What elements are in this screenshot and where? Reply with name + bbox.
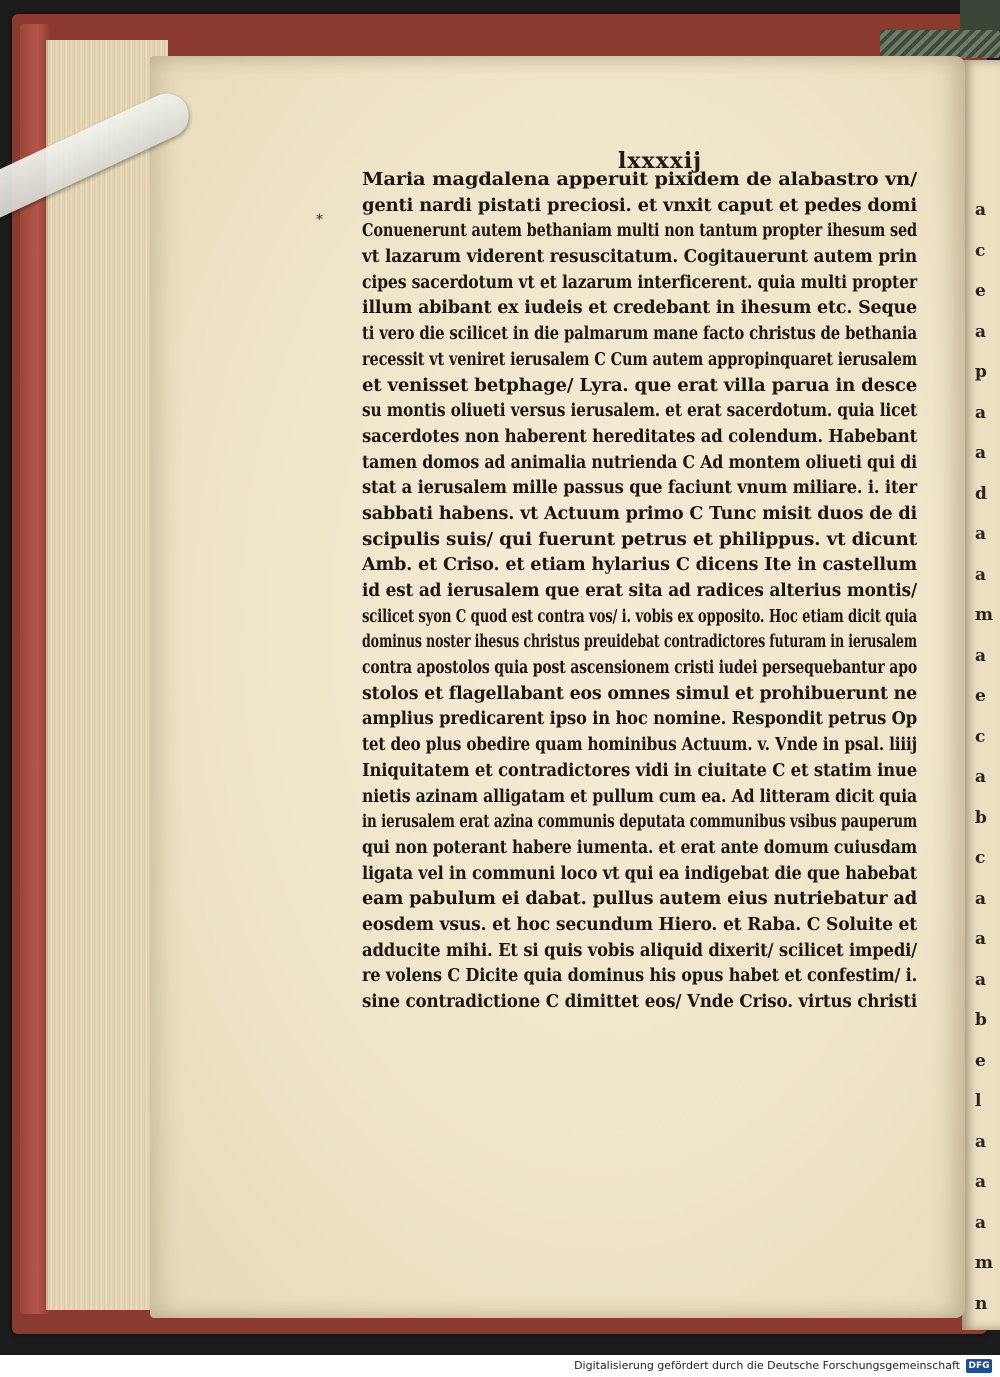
text-line: su montis oliueti versus ierusalem. et erat sacerdotum. quia licet [362, 401, 917, 422]
text-line: Maria magdalena apperuit pixidem de alabastro vn/ [362, 170, 917, 190]
cover-corner [960, 0, 1000, 30]
facing-letter: a [975, 564, 987, 585]
text-line: genti nardi pistati preciosi. et vnxit caput et pedes domi [362, 195, 917, 216]
facing-letter: a [975, 1212, 987, 1233]
text-line: eosdem vsus. et hoc secundum Hiero. et Raba. C Soluite et [362, 914, 917, 935]
text-line: ti vero die scilicet in die palmarum mane facto christus de bethania [362, 324, 917, 345]
facing-letter: p [975, 362, 987, 382]
facing-letter: e [975, 1050, 986, 1071]
facing-page-letters [975, 190, 1000, 1324]
folio-number: lxxxxij [618, 148, 703, 174]
facing-letter: m [975, 605, 993, 625]
text-line: amplius predicarent ipso in hoc nomine. Respondit petrus Op [362, 709, 917, 730]
text-line: qui non poterant habere iumenta. et erat ante domum cuiusdam [362, 837, 917, 858]
facing-letter: d [975, 483, 987, 504]
facing-letter: c [975, 848, 986, 868]
text-line: sacerdotes non haberent hereditates ad colendum. Habebant [362, 426, 917, 447]
facing-letter: a [975, 969, 987, 990]
text-line: cipes sacerdotum vt et lazarum interficerent. quia multi propter [362, 272, 917, 293]
margin-mark: * [316, 212, 323, 228]
facing-letter: a [975, 402, 987, 423]
facing-letter: a [975, 200, 987, 220]
facing-letter: a [975, 1131, 987, 1152]
dfg-logo: DFG [966, 1359, 992, 1373]
facing-letter: a [975, 645, 987, 666]
text-line: et venisset betphage/ Lyra. que erat villa parua in desce [362, 375, 917, 396]
facing-letter: e [975, 686, 986, 706]
footer-text: Digitalisierung gefördert durch die Deutsche Forschungsgemeinschaft [574, 1359, 960, 1372]
text-line: dominus noster ihesus christus preuidebat contradictores futuram in ierusalem [362, 632, 917, 653]
text-line: in ierusalem erat azina communis deputata communibus vsibus pauperum [362, 812, 917, 833]
facing-letter: a [975, 929, 987, 949]
facing-letter: l [975, 1091, 982, 1111]
facing-letter: b [975, 807, 987, 828]
facing-letter: a [975, 888, 987, 909]
text-line: adducite mihi. Et si quis vobis aliquid dixerit/ scilicet impedi/ [362, 940, 917, 961]
text-line: stat a ierusalem mille passus que faciunt vnum miliare. i. iter [362, 478, 917, 499]
facing-letter: a [975, 443, 987, 463]
text-line: Conuenerunt autem bethaniam multi non tantum propter ihesum sed [362, 221, 917, 242]
facing-letter: n [975, 1293, 988, 1314]
facing-letter: m [975, 1253, 993, 1273]
text-block [362, 168, 922, 1016]
text-line: tet deo plus obedire quam hominibus Actuum. v. Vnde in psal. liiij [362, 735, 917, 756]
facing-letter: b [975, 1010, 987, 1030]
text-line: illum abibant ex iudeis et credebant in ihesum etc. Seque [362, 298, 917, 319]
text-line: Iniquitatem et contradictores vidi in ciuitate C et statim inue [362, 760, 917, 781]
facing-letter: c [975, 726, 986, 747]
facing-letter: a [975, 524, 987, 544]
text-line: contra apostolos quia post ascensionem cristi iudei persequebantur apo [362, 658, 917, 679]
text-line: stolos et flagellabant eos omnes simul et prohibuerunt ne [362, 683, 917, 704]
text-line: scilicet syon C quod est contra vos/ i. vobis ex opposito. Hoc etiam dicit quia [362, 606, 917, 627]
facing-letter: a [975, 1172, 987, 1192]
text-line: vt lazarum viderent resuscitatum. Cogitauerunt autem prin [362, 247, 917, 268]
text-line: recessit vt veniret ierusalem C Cum autem appropinquaret ierusalem [362, 349, 917, 370]
text-line: nietis azinam alligatam et pullum cum ea. Ad litteram dicit quia [362, 786, 917, 807]
text-line: re volens C Dicite quia dominus his opus habet et confestim/ i. [362, 966, 917, 987]
text-line: sine contradictione C dimittet eos/ Vnde Criso. virtus christi [362, 992, 917, 1012]
text-line: eam pabulum ei dabat. pullus autem eius nutriebatur ad [362, 889, 917, 910]
text-line: sabbati habens. vt Actuum primo C Tunc misit duos de di [362, 503, 917, 524]
text-line: tamen domos ad animalia nutrienda C Ad montem oliueti qui di [362, 452, 917, 473]
facing-letter: a [975, 767, 987, 787]
facing-letter: e [975, 281, 986, 301]
text-line: Amb. et Criso. et etiam hylarius C dicens Ite in castellum [362, 555, 917, 576]
facing-letter: c [975, 240, 986, 261]
text-line: ligata vel in communi loco vt qui ea indigebat die que habebat [362, 863, 917, 884]
text-line: scipulis suis/ qui fuerunt petrus et philippus. vt dicunt [362, 529, 917, 550]
text-line: id est ad ierusalem que erat sita ad radices alterius montis/ [362, 581, 917, 601]
facing-letter: a [975, 321, 987, 342]
ribbon-bookmark [880, 30, 1000, 58]
